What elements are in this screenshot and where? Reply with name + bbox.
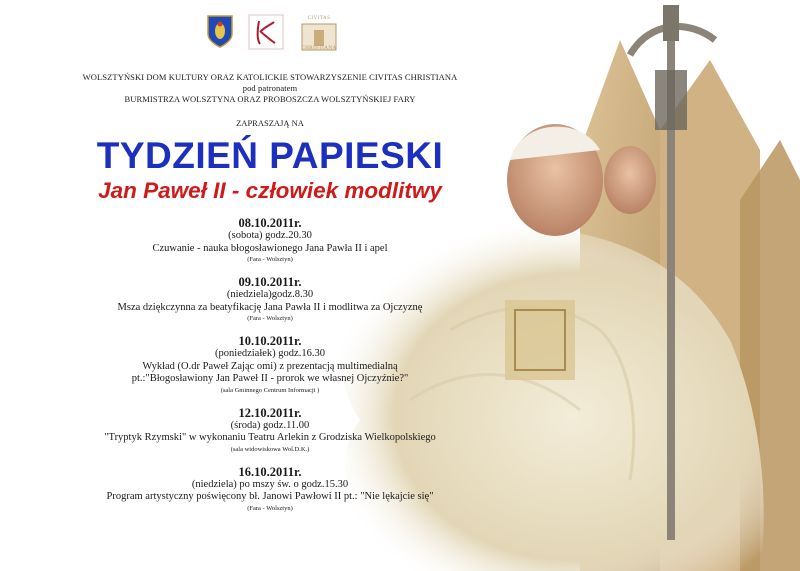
hand: [604, 146, 656, 214]
event-date: 16.10.2011r.: [238, 464, 302, 479]
event-description-2: pt.:"Błogosławiony Jan Paweł II - prorok we własnej Ojczyźnie?": [131, 373, 409, 384]
event-item-5: [40, 465, 500, 513]
event-place: (Fara - Wolsztyn): [247, 504, 293, 512]
event-time: (środa) godz.11.00: [230, 419, 310, 431]
event-subtitle: Jan Paweł II - człowiek modlitwy: [98, 178, 442, 203]
event-date: 08.10.2011r.: [238, 216, 302, 230]
poster-text: [40, 72, 500, 513]
event-description: Program artystyczny poświęcony bł. Janowi Pawłowi II pt.: "Nie lękajcie się": [106, 491, 434, 502]
organizers: WOLSZTYŃSKI DOM KULTURY ORAZ KATOLICKIE STOWARZYSZENIE CIVITAS CHRISTIANA: [82, 72, 458, 82]
event-title: TYDZIEŃ PAPIESKI: [96, 135, 444, 176]
event-date: 12.10.2011r.: [238, 405, 302, 420]
event-description: Czuwanie - nauka błogosławionego Jana Pawła II i apel: [152, 242, 388, 254]
patrons: BURMISTRZA WOLSZTYNA ORAZ PROBOSZCZA WOLSZTYŃSKIEJ FARY: [124, 94, 416, 104]
event-date: 10.10.2011r.: [238, 334, 302, 348]
patronage-intro: pod patronatem: [242, 83, 298, 93]
event-place: (Fara - Wolsztyn): [247, 315, 293, 322]
event-item-2: [40, 275, 500, 323]
event-time: (niedziela)godz.8.30: [226, 289, 314, 300]
civitas-logo-text-bottom: CHRISTIANA: [301, 46, 337, 51]
event-time: (sobota) godz.20.30: [228, 230, 312, 241]
event-place: (Fara - Wolsztyn): [247, 256, 293, 263]
event-place: (sala widowiskowa Wol.D.K.): [230, 445, 310, 453]
event-item-1: [40, 216, 500, 264]
event-time: (niedziela) po mszy św. o godz.15.30: [191, 478, 349, 490]
event-time: (poniedziałek) godz.16.30: [215, 348, 325, 359]
logos-row: [200, 14, 350, 56]
event-item-4: [40, 406, 500, 454]
dom-kultury-logo-icon: [248, 14, 284, 50]
event-description: Wykład (O.dr Paweł Zając omi) z prezentacją multimedialną: [142, 360, 398, 372]
event-description: Msza dziękczynna za beatyfikację Jana Pawła II i modlitwa za Ojczyznę: [117, 301, 423, 313]
event-item-3: [40, 334, 500, 395]
civitas-logo-text-top: CIVITAS: [307, 16, 331, 21]
wolsztyn-coat-of-arms-icon: [206, 14, 234, 48]
event-place: (sala Gminnego Centrum Informacji ): [220, 386, 320, 394]
event-date: 09.10.2011r.: [238, 275, 302, 289]
invite-text: ZAPRASZAJĄ NA: [236, 118, 304, 128]
event-description: "Tryptyk Rzymski" w wykonaniu Teatru Arlekin z Grodziska Wielkopolskiego: [104, 432, 436, 443]
